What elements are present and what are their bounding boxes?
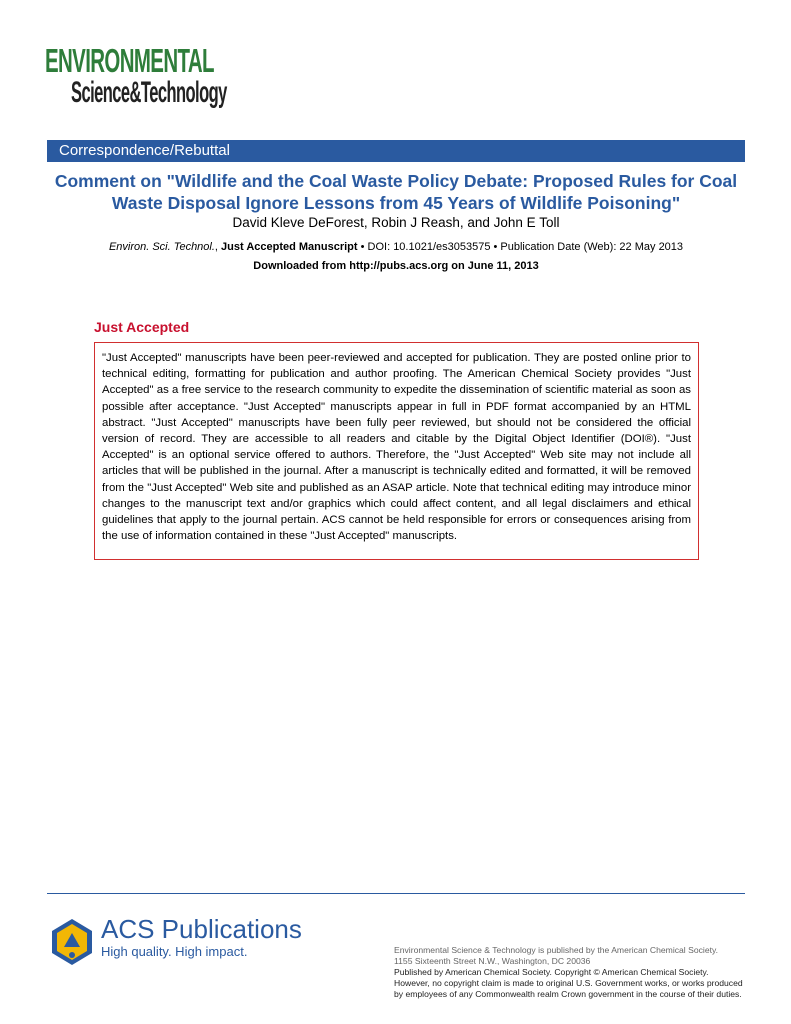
acs-tagline: High quality. High impact. <box>101 944 248 959</box>
footer-divider <box>47 893 745 894</box>
article-title: Comment on "Wildlife and the Coal Waste Policy Debate: Proposed Rules for Coal Waste Disposal Ignore Lessons from 45 Years of Wildlife Poisoning" <box>54 171 738 213</box>
just-accepted-box <box>94 342 699 560</box>
journal-logo <box>45 42 227 116</box>
download-notice: Downloaded from http://pubs.acs.org on June 11, 2013 <box>253 260 539 272</box>
doi-pubdate: • DOI: 10.1021/es3053575 • Publication Date (Web): 22 May 2013 <box>357 241 684 253</box>
acs-publications-name: ACS Publications <box>101 914 302 944</box>
just-accepted-heading: Just Accepted <box>94 319 190 335</box>
publisher-address: 1155 Sixteenth Street N.W., Washington, DC 20036 <box>394 956 591 966</box>
publisher-line-1: Environmental Science & Technology is published by the American Chemical Society. <box>394 945 719 955</box>
section-banner: Correspondence/Rebuttal <box>47 140 745 162</box>
logo-science-technology: Science&Technology <box>71 76 227 109</box>
publisher-info <box>394 945 749 1000</box>
citation-line: Environ. Sci. Technol., Just Accepted Manuscript • DOI: 10.1021/es3053575 • Publication Date (Web): 22 May 2013 <box>108 241 684 253</box>
just-accepted-text: "Just Accepted" manuscripts have been peer-reviewed and accepted for publication. They are posted online prior to technical editing, formatting for publication and author proofing. The American Chemical Society provides "Just Accepted" as a free service to the research community to expedite the dissemination of scientific material as soon as possible after acceptance. "Just Accepted" manuscripts appear in full in PDF format accompanied by an HTML abstract. "Just Accepted" manuscripts have been fully peer reviewed, but should not be considered the official version of record. They are accessible to all readers and citable by the Digital Object Identifier (DOI®). "Just Accepted" is an optional service offered to authors. Therefore, the "Just Accepted" Web site may not include all articles that will be published in the journal. After a manuscript is technically edited and formatted, it will be removed from the "Just Accepted" Web site and published as an ASAP article. Note that technical editing may introduce minor changes to the manuscript text and/or graphics which could affect content, and all legal disclaimers and ethical guidelines that apply to the journal pertain. ACS cannot be held responsible for errors or consequences arising from the use of information contained in these "Just Accepted" manuscripts. <box>102 352 691 543</box>
manuscript-status: Just Accepted Manuscript <box>221 241 358 253</box>
copyright-line: Published by American Chemical Society. Copyright © American Chemical Society. <box>394 967 709 977</box>
acs-hexagon-logo-icon <box>47 915 97 967</box>
journal-abbrev: Environ. Sci. Technol. <box>108 241 215 253</box>
copyright-disclaimer: However, no copyright claim is made to original U.S. Government works, or works produced by employees of any Commonwealth realm Crown government in the course of their duties. <box>394 978 743 999</box>
logo-environmental: ENVIRONMENTAL <box>45 42 214 79</box>
article-authors: David Kleve DeForest, Robin J Reash, and John E Toll <box>232 215 560 230</box>
